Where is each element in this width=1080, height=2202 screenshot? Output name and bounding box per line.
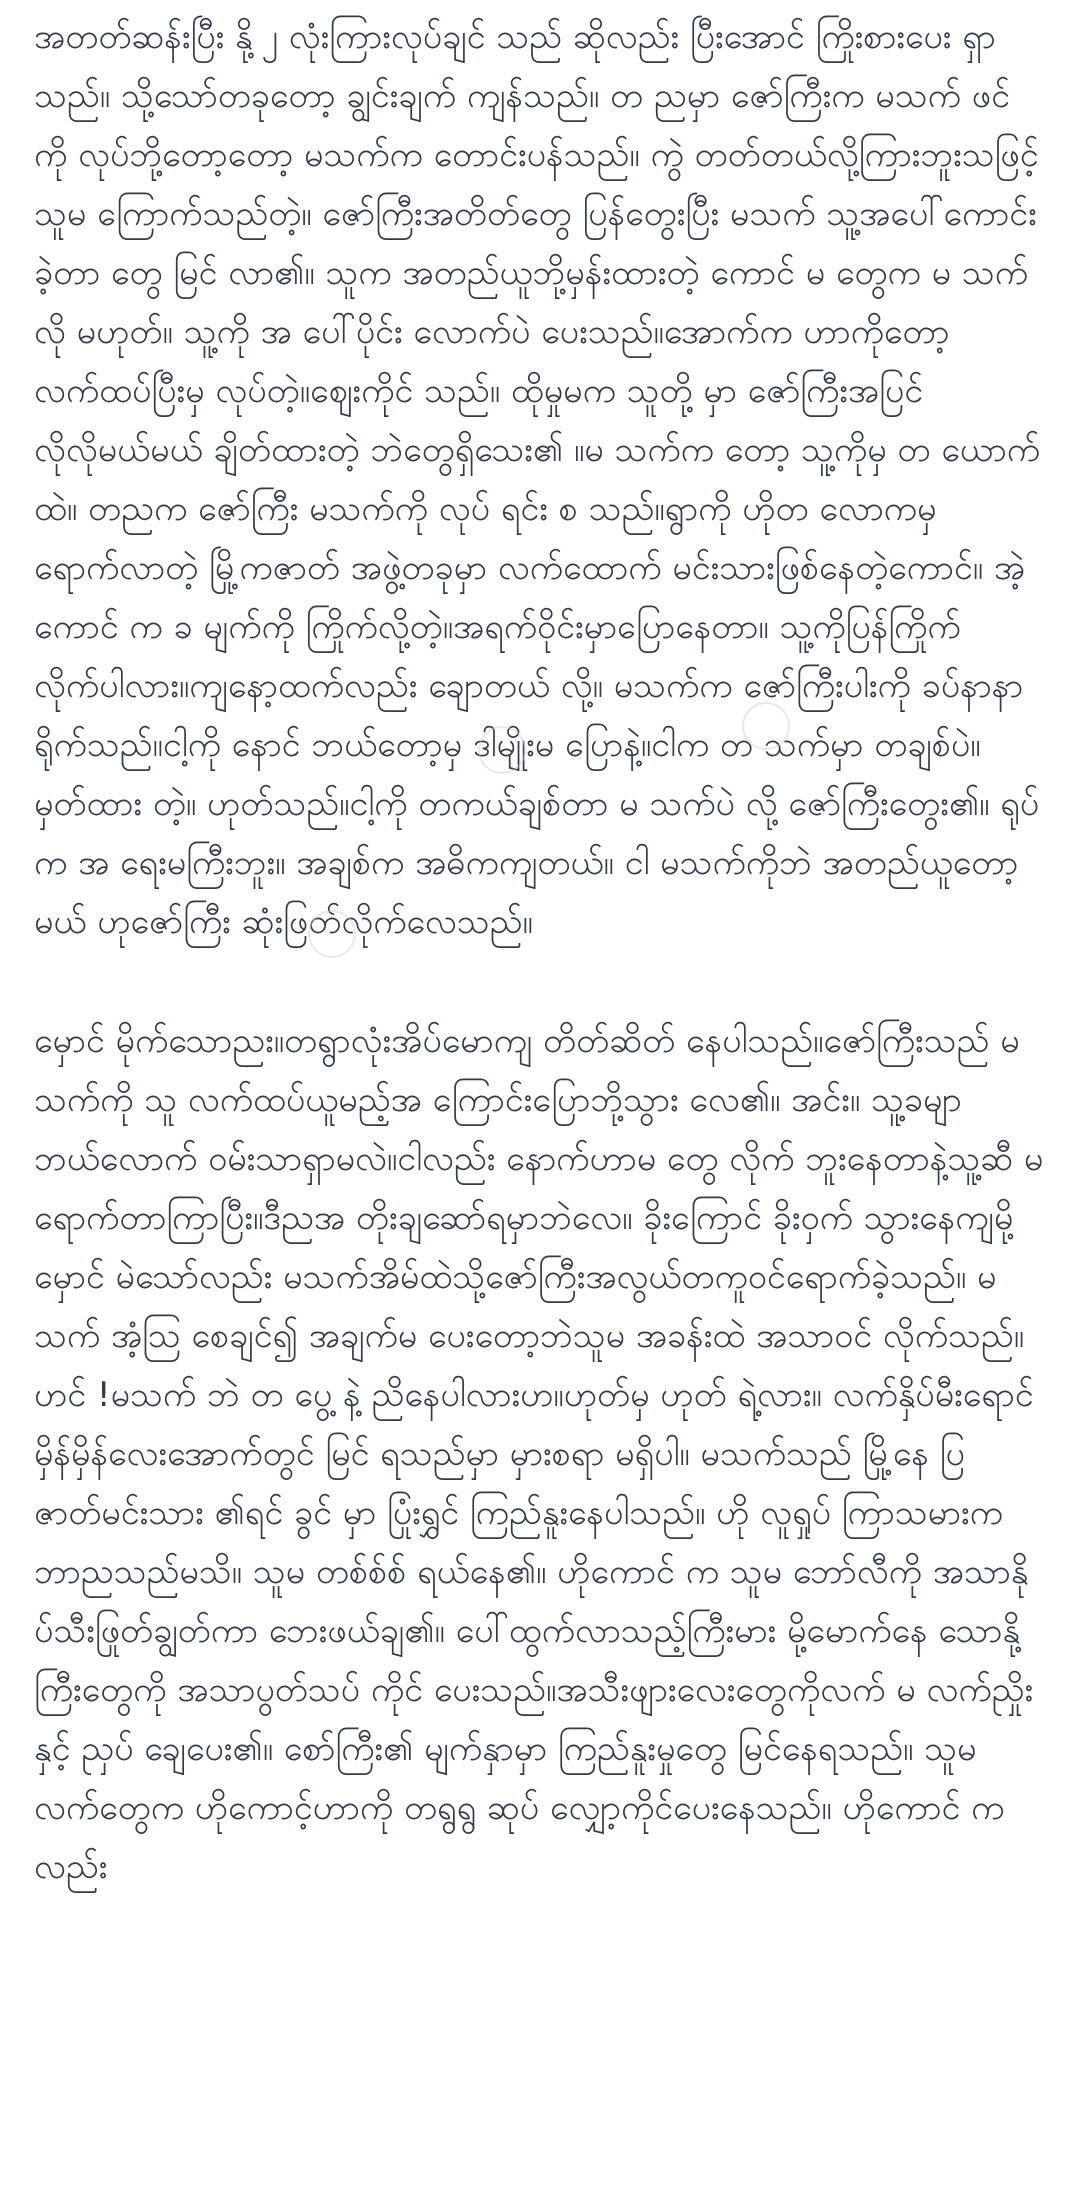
story-paragraph-1: အတတ်ဆန်းပြီး နို့၂ လုံးကြားလုပ်ချင် သည် ဆိုလည်း ပြီးအောင် ကြိုးစားပေး ရှာ သည်။ သို့သော်တခုတော့ ချွင်းချက် ကျန်သည်။ တ ညမှာ ဇော်ကြီးက မသက် ဖင် ကို လုပ်ဘို့တော့တော့ မသက်က တောင်းပန်သည်။ ကွဲ တတ်တယ်လို့ကြားဘူးသဖြင့်သူမ ကြောက်သည်တဲ့။ ဇော်ကြီးအတိတ်တွေ ပြန်တွေးပြီး မသက် သူ့အပေါ်ကောင်းခဲ့တာ တွေ မြင် လာ၏။ သူက အတည်ယူဘို့မှန်းထားတဲ့ ကောင် မ တွေက မ သက်လို မဟုတ်။ သူ့ကို အ ပေါ်ပိုင်း လောက်ပဲ ပေးသည်။အောက်က ဟာကိုတော့ လက်ထပ်ပြီးမှ လုပ်တဲ့။ဈေးကိုင် သည်။ ထိုမှုမက သူတို့ မှာ ဇော်ကြီးအပြင် လိုလိုမယ်မယ် ချိတ်ထားတဲ့ ဘဲတွေရှိသေး၏ ။မ သက်က တော့ သူ့ကိုမှ တ ယောက်ထဲ။ တညက ဇော်ကြီး မသက်ကို လုပ် ရင်း စ သည်။ရွာကို ဟိုတ လောကမှ ရောက်လာတဲ့ မြို့ကဇာတ် အဖွဲ့တခုမှာ လက်ထောက် မင်းသားဖြစ်နေတဲ့ကောင်။ အဲ့ကောင် က ခ မျက်ကို ကြိုက်လို့တဲ့။အရက်ဝိုင်းမှာပြောနေတာ။ သူ့ကိုပြန်ကြိုက်လိုက်ပါလား။ကျနော့ထက်လည်း ချောတယ် လို့။ မသက်က ဇော်ကြီးပါးကို ခပ်နာနာ ရိုက်သည်။ငါ့ကို နောင် ဘယ်တော့မှ ဒါမျိုးမ ပြောနဲ့။ငါက တ သက်မှာ တချစ်ပဲ။ မှတ်ထား တဲ့။ ဟုတ်သည်။ငါ့ကို တကယ်ချစ်တာ မ သက်ပဲ လို့ ဇော်ကြီးတွေး၏။ ရုပ်က အ ရေးမကြီးဘူး။ အချစ်က အဓိကကျတယ်။ ငါ မသက်ကိုဘဲ အတည်ယူတော့မယ် ဟုဇော်ကြီး ဆုံးဖြတ်လိုက်လေသည်။	[34, 17, 1041, 942]
story-paragraph-2: မှောင် မိုက်သောညး။တရွာလုံးအိပ်မောကျ တိတ်ဆိတ် နေပါသည်။ဇော်ကြီးသည် မသက်ကို သူ လက်ထပ်ယူမည့်အ ကြောင်းပြောဘို့သွား လေ၏။ အင်း။ သူ့ခမျာ ဘယ်လောက် ဝမ်းသာရှာမလဲ။ငါလည်း နောက်ဟာမ တွေ လိုက် ဘူးနေတာနဲ့သူ့ဆီ မ ရောက်တာကြာပြီး။ဒီညအ တိုးချဆော်ရမှာဘဲလေ။ ခိုးကြောင် ခိုးဝှက် သွားနေကျမို့မှောင် မဲသော်လည်း မသက်အိမ်ထဲသို့ဇော်ကြီးအလွယ်တကူဝင်ရောက်ခဲ့သည်။ မသက် အံ့သြ စေချင်၍ အချက်မ ပေးတော့ဘဲသူမ အခန်းထဲ အသာဝင် လိုက်သည်။ ဟင် !မသက် ဘဲ တ ပွေ့ နဲ့ ညိနေပါလားဟ။ဟုတ်မှ ဟုတ် ရဲ့လား။ လက်နှိပ်မီးရောင် မှိန်မှိန်လေးအောက်တွင် မြင် ရသည်မှာ မှားစရာ မရှိပါ။ မသက်သည် မြို့နေ ပြဇာတ်မင်းသား ၏ရင် ခွင် မှာ ပြုံးရွှင် ကြည်နူးနေပါသည်။ ဟို လူရှုပ် ကြာသမားက ဘာညသည်မသိ။ သူမ တစ်စ်စ် ရယ်နေ၏။ ဟိုကောင် က သူမ ဘော်လီကို အသာနိုပ်သီးဖြုတ်ချွတ်ကာ ဘေးဖယ်ချ၏။ ပေါ်ထွက်လာသည့်ကြီးမား မို့မောက်နေ သောနို့ကြီးတွေကို အသာပွတ်သပ် ကိုင် ပေးသည်။အသီးဖျားလေးတွေကိုလက် မ လက်ညှိုးနှင့် ညှပ် ချေပေး၏။ စော်ကြီး၏ မျက်နှာမှာ ကြည်နူးမှုတွေ မြင်နေရသည်။ သူမ လက်တွေက ဟိုကောင့်ဟာကို တရွရွ ဆုပ် လျှော့ကိုင်ပေးနေသည်။ ဟိုကောင် က လည်း	[34, 1021, 1044, 1887]
